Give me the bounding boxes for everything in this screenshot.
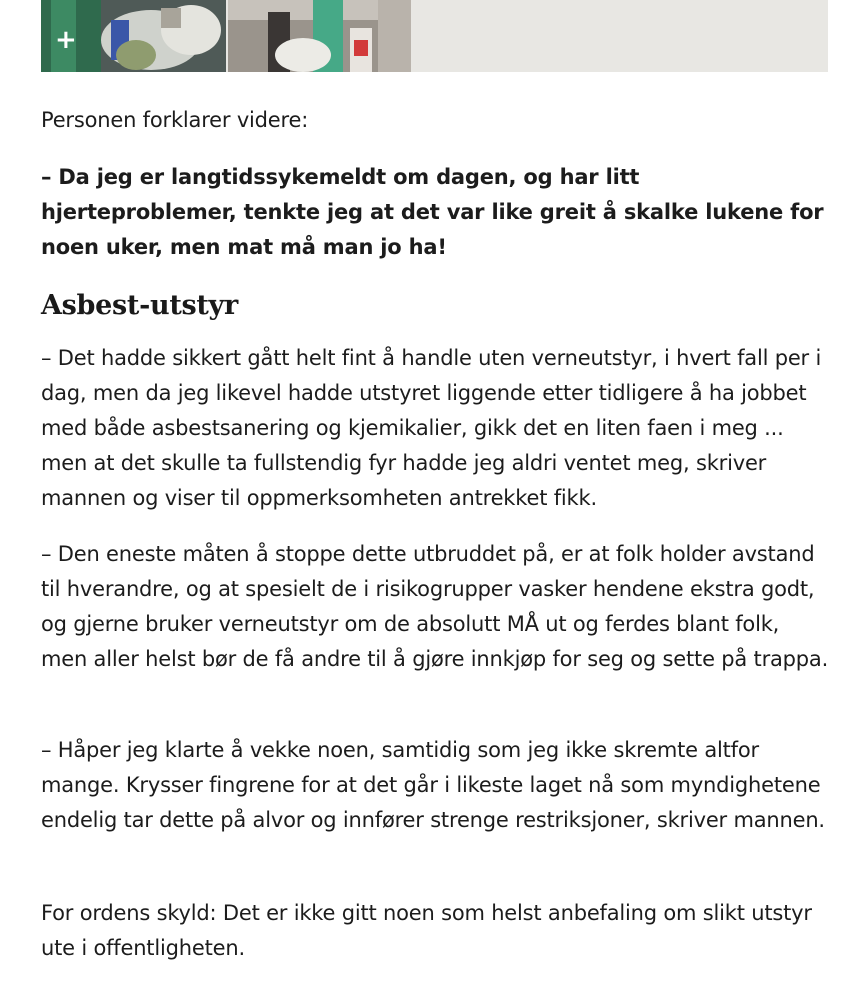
image-gallery[interactable] bbox=[41, 0, 828, 72]
quote-paragraph: – Da jeg er langtidssykemeldt om dagen, og har litt hjerteproblemer, tenkte jeg at det var like greit å skalke lukene for noen uker, men mat må man jo ha! bbox=[41, 165, 824, 259]
gallery-thumbnail-shopping-bags[interactable] bbox=[41, 0, 226, 72]
body-paragraph-2: – Den eneste måten å stoppe dette utbruddet på, er at folk holder avstand til hverandre, og at spesielt de i risikogrupper vasker hendene ekstra godt, og gjerne bruker verneutstyr om de absolutt MÅ ut og ferdes blant folk, men aller helst bør de få andre til å gjøre innkjøp for seg og sette på trappa. bbox=[41, 542, 829, 671]
thumbnail-image bbox=[228, 0, 411, 72]
body-paragraph-3: – Håper jeg klarte å vekke noen, samtidig som jeg ikke skremte altfor mange. Krysser fingrene for at det går i likeste laget nå som myndighetene endelig tar dette på alvor og innfører strenge restriksjoner, skriver mannen. bbox=[41, 738, 825, 832]
section-heading: Asbest-utstyr bbox=[41, 290, 238, 321]
plus-icon[interactable]: + bbox=[55, 25, 77, 55]
body-paragraph-1: – Det hadde sikkert gått helt fint å handle uten verneutstyr, i hvert fall per i dag, men da jeg likevel hadde utstyret liggende etter tidligere å ha jobbet med både asbestsanering og kjemikalier, gikk det en liten faen i meg ... men at det skulle ta fullstendig fyr hadde jeg aldri ventet meg, skriver mannen og viser til oppmerksomheten antrekket fikk. bbox=[41, 346, 822, 510]
body-paragraph-4: For ordens skyld: Det er ikke gitt noen som helst anbefaling om slikt utstyr ute i offentligheten. bbox=[41, 901, 812, 960]
gallery-thumbnail-store[interactable] bbox=[228, 0, 411, 72]
intro-paragraph: Personen forklarer videre: bbox=[41, 108, 309, 132]
